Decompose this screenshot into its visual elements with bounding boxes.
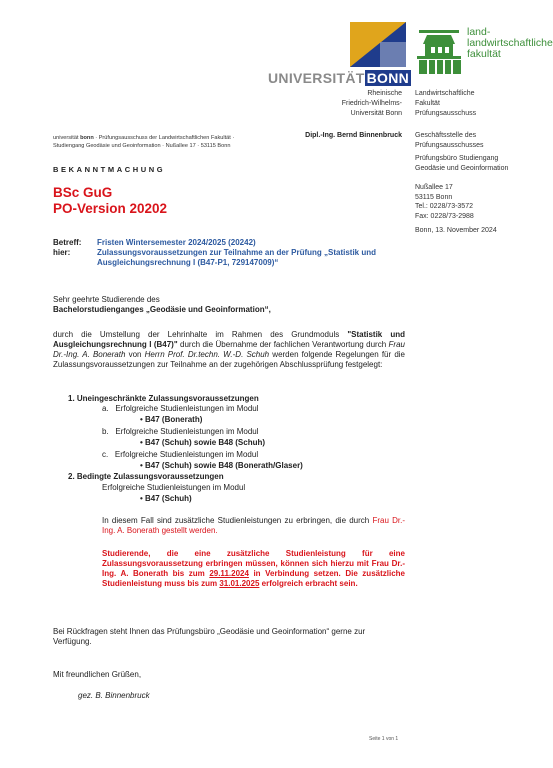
rule-2-module: • B47 (Schuh) xyxy=(140,494,192,503)
rule-1c-module: • B47 (Schuh) sowie B48 (Bonerath/Glaser) xyxy=(140,461,303,470)
rule-1a-module: • B47 (Bonerath) xyxy=(140,415,203,424)
signature: gez. B. Binnenbruck xyxy=(78,691,150,700)
greeting: Mit freundlichen Grüßen, xyxy=(53,670,142,679)
rule-1a: a. Erfolgreiche Studienleistungen im Modul xyxy=(102,404,259,413)
faculty-building-icon xyxy=(413,26,465,78)
page-number: Seite 1 von 1 xyxy=(369,736,399,742)
rule-1b-module: • B47 (Schuh) sowie B48 (Schuh) xyxy=(140,438,266,447)
subject-block xyxy=(53,238,403,278)
university-wordmark: UNIVERSITÄT BONN xyxy=(268,70,410,86)
extra-requirements: In diesem Fall sind zusätzliche Studienleistungen zu erbringen, die durch Frau Dr.-Ing. A. Bonerath gestellt werden. xyxy=(102,516,405,535)
university-logo-mark xyxy=(350,22,406,67)
institution-name: Rheinische Friedrich-Wilhelms- Universität Bonn xyxy=(341,90,402,117)
university-logo xyxy=(268,22,410,86)
faculty-name: Landwirtschaftliche Fakultät Prüfungsausschuss xyxy=(415,90,477,117)
rule-1b: b. Erfolgreiche Studienleistungen im Modul xyxy=(102,427,259,436)
rule-2-text: Erfolgreiche Studienleistungen im Modul xyxy=(102,483,246,492)
exam-office-name: Prüfungsbüro Studiengang Geodäsie und Geoinformation xyxy=(415,155,509,172)
regarding-value: Zulassungsvoraussetzungen zur Teilnahme an der Prüfung „Statistik und Ausgleichungsrechnung I (B47-P1, 729147009)“ xyxy=(97,248,377,267)
announcement-heading: BEKANNTMACHUNG xyxy=(53,165,166,174)
salutation: Sehr geehrte Studierende des Bachelorstudienganges „Geodäsie und Geoinformation“, xyxy=(53,295,271,314)
subject-value: Fristen Wintersemester 2024/2025 (20242) xyxy=(97,238,256,247)
program-heading: BSc GuG PO-Version 20202 xyxy=(53,185,168,216)
intro-paragraph: durch die Umstellung der Lehrinhalte im Rahmen des Grundmoduls "Statistik und Ausgleichungsrechnung I (B47)" durch die Übernahme der fachlichen Verantwortung durch Frau Dr.-Ing. A. Bonerath von Herrn Prof. Dr.techn. W.-D. Schuh werden folgende Regelungen für die Zulassungsvoraussetzungen zur Teilnahme an der zugehörigen Abschlussprüfung festgelegt: xyxy=(53,330,405,369)
rule-1-title: 1. Uneingeschränkte Zulassungsvoraussetzungen xyxy=(68,394,259,403)
subject-label: Betreff: xyxy=(53,238,82,247)
rule-2-title: 2. Bedingte Zulassungsvoraussetzungen xyxy=(68,472,224,481)
sender-name: Dipl.-Ing. Bernd Binnenbruck xyxy=(305,132,402,139)
questions-paragraph: Bei Rückfragen steht Ihnen das Prüfungsbüro „Geodäsie und Geoinformation“ gerne zur Verfügung. xyxy=(53,627,366,646)
letter-date: Bonn, 13. November 2024 xyxy=(415,227,497,234)
faculty-wordmark: land- landwirtschaftliche fakultät xyxy=(467,26,553,60)
faculty-logo xyxy=(413,26,553,81)
regarding-label: hier: xyxy=(53,248,71,257)
deadline-notice: Studierende, die eine zusätzliche Studienleistung für eine Zulassungsvoraussetzung erbringen müssen, können sich hierzu mit Frau Dr.-Ing. A. Bonerath bis zum 29.11.2024 in Verbindung setzen. Die zusätzliche Studienleistung muss bis zum 31.01.2025 erfolgreich erbracht sein. xyxy=(102,549,405,588)
office-name: Geschäftsstelle des Prüfungsausschusses xyxy=(415,132,484,149)
office-address: Nußallee 17 53115 Bonn Tel.: 0228/73-3572 Fax: 0228/73-2988 xyxy=(415,184,474,220)
rule-1c: c. Erfolgreiche Studienleistungen im Modul xyxy=(102,450,259,459)
return-address: universität bonn · Prüfungsausschuss der Landwirtschaftlichen Fakultät · Studiengang Geodäsie und Geoinformation · Nußallee 17 · 53115 Bonn xyxy=(53,135,235,149)
